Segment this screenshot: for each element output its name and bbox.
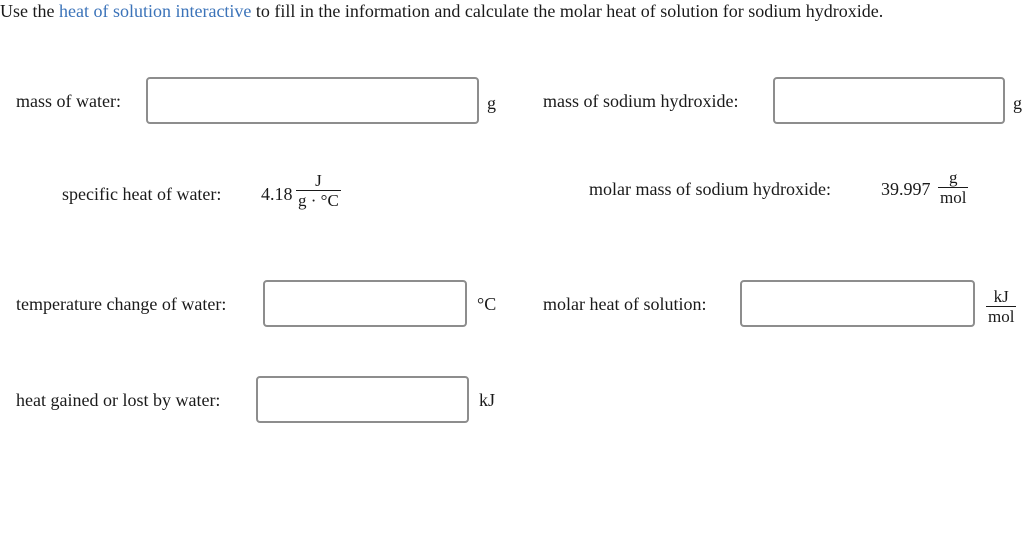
mass-water-unit: g (487, 93, 496, 113)
molar-heat-label: molar heat of solution: (543, 294, 707, 314)
heat-water-unit: kJ (479, 390, 496, 410)
molar-heat-unit-denominator: mol (988, 307, 1015, 326)
specific-heat-value: 4.18 (261, 184, 293, 204)
mass-water-label: mass of water: (16, 91, 121, 111)
temp-change-unit: °C (477, 294, 497, 314)
specific-heat-unit-numerator: J (315, 171, 322, 190)
mass-naoh-unit: g (1013, 93, 1022, 113)
temp-change-input[interactable] (263, 280, 467, 327)
heat-water-label: heat gained or lost by water: (16, 390, 221, 410)
specific-heat-unit-denominator: g · °C (298, 191, 339, 210)
molar-mass-unit-numerator: g (948, 168, 958, 187)
molar-mass-unit (938, 168, 968, 207)
instruction-before: Use the (0, 1, 59, 21)
heat-water-input[interactable] (256, 376, 469, 423)
mass-naoh-label: mass of sodium hydroxide: (543, 91, 739, 111)
temp-change-label: temperature change of water: (16, 294, 227, 314)
molar-mass-label: molar mass of sodium hydroxide: (589, 179, 831, 199)
molar-heat-unit (986, 287, 1016, 326)
specific-heat-unit (296, 171, 341, 210)
molar-mass-value: 39.997 (881, 179, 931, 199)
specific-heat-label: specific heat of water: (62, 184, 222, 204)
molar-mass-unit-denominator: mol (940, 188, 967, 207)
mass-naoh-input[interactable] (773, 77, 1005, 124)
instruction-after: to fill in the information and calculate the molar heat of solution for sodium hydroxide. (251, 1, 884, 21)
molar-heat-unit-numerator: kJ (993, 287, 1009, 306)
molar-heat-input[interactable] (740, 280, 975, 327)
mass-water-input[interactable] (146, 77, 479, 124)
instruction-text (0, 0, 1024, 22)
heat-of-solution-interactive-link[interactable]: heat of solution interactive (58, 1, 252, 21)
